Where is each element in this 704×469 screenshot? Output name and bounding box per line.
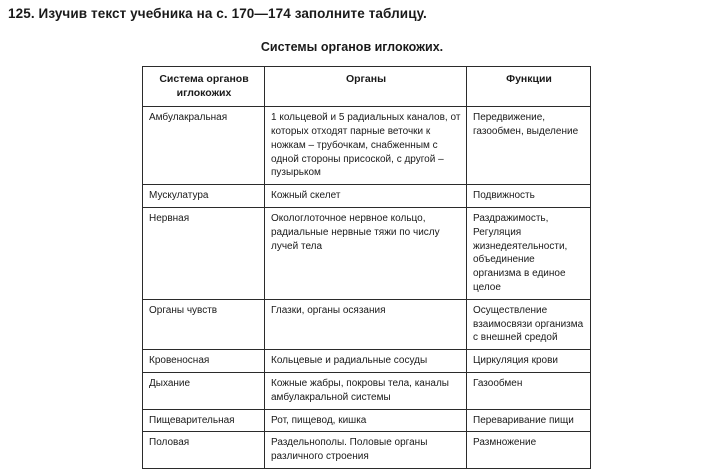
table-row	[143, 208, 591, 300]
table-row	[143, 432, 591, 469]
cell-system: Кровеносная	[143, 350, 265, 373]
cell-functions: Подвижность	[467, 185, 591, 208]
column-header-functions: Функции	[467, 67, 591, 107]
page-title: Системы органов иглокожих.	[260, 40, 444, 54]
cell-system: Половая	[143, 432, 265, 469]
cell-functions: Газообмен	[467, 373, 591, 410]
table-row	[143, 185, 591, 208]
cell-organs: Кольцевые и радиальные сосуды	[265, 350, 467, 373]
cell-functions: Размножение	[467, 432, 591, 469]
cell-organs: Окологлоточное нервное кольцо, радиальные нервные тяжи по числу лучей тела	[265, 208, 467, 300]
organ-systems-table	[142, 66, 591, 469]
exercise-heading	[8, 6, 427, 21]
cell-system: Амбулакральная	[143, 107, 265, 185]
exercise-number: 125.	[8, 6, 35, 21]
cell-system: Мускулатура	[143, 185, 265, 208]
cell-functions: Передвижение, газообмен, выделение	[467, 107, 591, 185]
table-row	[143, 107, 591, 185]
cell-system: Органы чувств	[143, 299, 265, 349]
cell-organs: Глазки, органы осязания	[265, 299, 467, 349]
table-header-row	[143, 67, 591, 107]
cell-organs: Кожный скелет	[265, 185, 467, 208]
table-row	[143, 373, 591, 410]
cell-organs: Раздельнополы. Половые органы различного строения	[265, 432, 467, 469]
cell-organs: Кожные жабры, покровы тела, каналы амбулакральной системы	[265, 373, 467, 410]
table-row	[143, 409, 591, 432]
column-header-system: Система органов иглокожих	[143, 67, 265, 107]
cell-system: Дыхание	[143, 373, 265, 410]
column-header-organs: Органы	[265, 67, 467, 107]
cell-functions: Циркуляция крови	[467, 350, 591, 373]
cell-organs: 1 кольцевой и 5 радиальных каналов, от которых отходят парные веточки к ножкам – трубочкам, снабженным с одной стороны присоской, с другой – пузырьком	[265, 107, 467, 185]
table-row	[143, 350, 591, 373]
cell-system: Пищеварительная	[143, 409, 265, 432]
cell-organs: Рот, пищевод, кишка	[265, 409, 467, 432]
table-row	[143, 299, 591, 349]
cell-functions: Осуществление взаимосвязи организма с внешней средой	[467, 299, 591, 349]
exercise-instruction: Изучив текст учебника на с. 170—174 заполните таблицу.	[38, 6, 427, 21]
cell-functions: Переваривание пищи	[467, 409, 591, 432]
cell-system: Нервная	[143, 208, 265, 300]
cell-functions: Раздражимость, Регуляция жизнедеятельности, объединение организма в единое целое	[467, 208, 591, 300]
